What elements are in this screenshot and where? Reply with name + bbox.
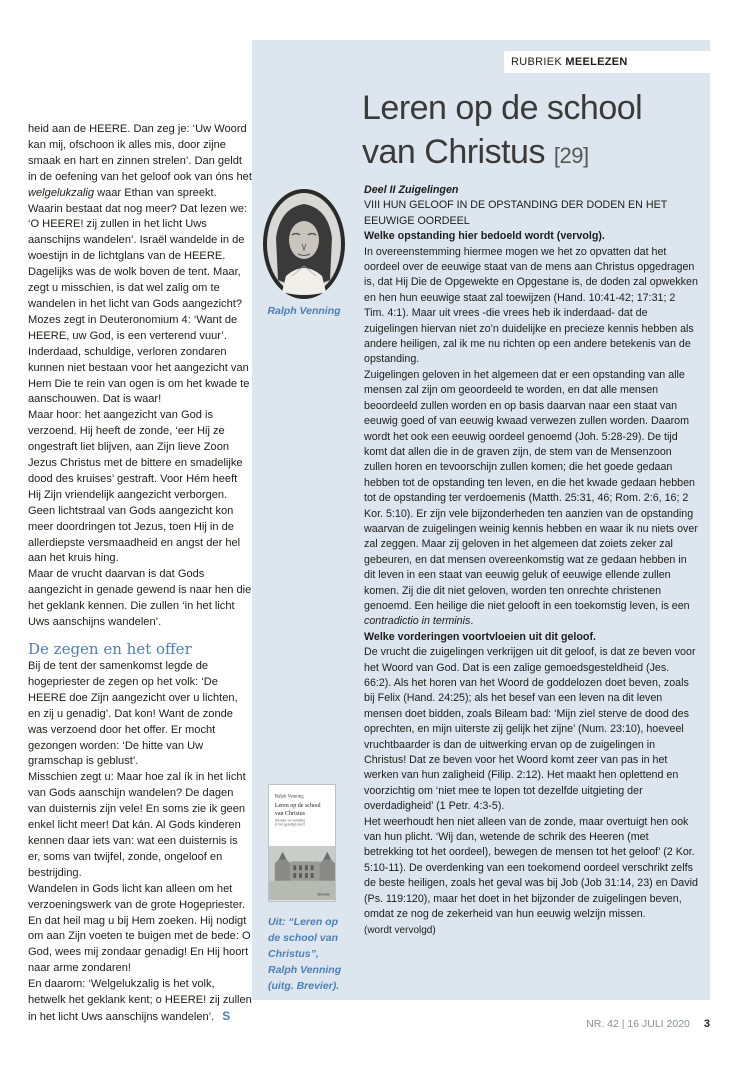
paragraph: Inderdaad, schuldige, verloren zondaren kunnen niet bestaan voor het aangezicht van Hem Die te rein van ogen is om het kwade te aanschouwen. Dat is waar! [28,345,250,406]
chapter-heading: VIII HUN GELOOF IN DE OPSTANDING DER DODEN EN HET EEUWIGE OORDEEL [364,199,668,227]
right-column [364,183,698,938]
article-title: Leren op de school van Christus [29] [362,89,643,171]
paragraph: Maar hoor: het aangezicht van God is verzoend. Hij heeft de zonde, ‘eer Hij ze ongestraft liet blijven, aan Zijn lieve Zoon Jezus Christus met de bittere en smadelijke dood des kruises’ gestraft. Voor Hém heeft Hij Zijn vriendelijk aangezicht verborgen. Geen lichtstraal van Gods aangezicht kon meer doordringen tot Jezus, toen Hij in de allerdiepste versmaadheid en angst der hel aan het kruis hing. [28,409,243,565]
portrait-image [262,188,346,300]
page-number: 3 [703,1018,710,1030]
paragraph: De vrucht die zuigelingen verkrijgen uit dit geloof, is dat ze beven voor het Woord van God. Dat is een zalige gemoedsgesteldheid (Jes. 66:2). Als het horen van het Woord de goddelozen doet beven, zoals bij Felix (Hand. 24:25); als het besef van een leven na dit leven mensen doet bidden, zoals Bileam bad: ‘Mijn ziel sterve de dood des oprechten, en mijn uiterste zij gelijk het zijne’ (Num. 23:10), hoeveel vruchtbaarder is dan de uitwerking ervan op de zuigelingen in Christus! Dat ze beven voor het Woord komt zeer van pas in het werken van hun zaligheid (Filip. 2:12). Het maakt hen oplettend en voorzichtig om ‘niet mee te lopen tot dezelfde uitgieting der overdadigheid’ (1 Petr. 4:3-5). [364,646,696,813]
paragraph: heid aan de HEERE. Dan zeg je: ‘Uw Woord kan mij, ofschoon ik alles mis, door zijne smaak en hart en zinnen strelen’. Dan geldt in de oefening van het geloof ook van óns het welgelukzalig waar Ethan van spreekt. Waarin bestaat dat nog meer? Dat lezen we: ‘O HEERE! zij zullen in het licht Uws aanschijns wandelen’. Israël wandelde in de woestijn in de lichtglans van de HEERE. Dagelijks was de wolk boven de tent. Maar, zegt u misschien, is dat wel zalig om te wandelen in het licht van Gods aangezicht? Mozes zegt in Deuteronomium 4: ‘Want de HEERE, uw God, is een verterend vuur’. [28,123,252,342]
left-column [28,122,252,1026]
book-cover-image [268,784,336,902]
section-heading: De zegen en het offer [28,640,192,658]
issue-info: NR. 42 | 16 JULI 2020 [586,1018,690,1030]
continued-note: (wordt vervolgd) [364,924,436,936]
paragraph: Bij de tent der samenkomst legde de hogepriester de zegen op het volk: ‘De HEERE doe Zijn aangezicht over u lichten, en zij u genadig’. Dat kon! Want de zonde was verzoend door het offer. Er mocht gezongen worden: ‘De hitte van Uw gramschap is geblust’. [28,660,238,768]
paragraph: Misschien zegt u: Maar hoe zal ík in het licht van Gods aanschijn wandelen? De dagen van duisternis zijn vele! En soms zie ik geen enkel licht meer! Dat kán. Al Gods kinderen kennen daar iets van: wat een duisternis is er, soms van twijfel, zonde, ongeloof en bestrijding. [28,771,246,879]
svg-text:van Christus: van Christus [274,810,305,817]
book-author: Ralph Venning [274,794,304,800]
book-caption: Uit: “Leren op de school van Christus”, Ralph Venning (uitg. Brevier). [268,916,342,992]
portrait-caption: Ralph Venning [267,305,341,317]
part-label: Deel II Zuigelingen [364,184,459,196]
subheading: Welke opstanding hier bedoeld wordt (vervolg). [364,230,605,243]
subheading: Welke vorderingen voortvloeien uit dit geloof. [364,630,596,643]
paragraph: En daarom: ‘Welgelukzalig is het volk, hetwelk het geklank kent; o HEERE! zij zullen in het licht Uws aanschijns wandelen’. S [28,978,252,1023]
paragraph: Maar de vrucht daarvan is dat Gods aangezicht in genade gewend is naar hen die het geklank kennen. Die zullen ‘in het licht Uws aanschijns wandelen’. [28,568,252,629]
svg-text:Leren op de school: Leren op de school [274,803,321,810]
book-publisher: Brevier [317,891,330,897]
svg-text:Stenden en vertaling: Stenden en vertaling [274,818,306,823]
paragraph: Wandelen in Gods licht kan alleen om het verzoeningswerk van de grote Hogepriester. En dat heil mag u bij Hem zoeken. Hij nodigt om aan Zijn voeten te buigen met de bede: O God, wees mij zondaar genadig! En Hij hoort naar arme zondaren! [28,882,251,975]
page-footer [586,1018,710,1030]
paragraph: In overeenstemming hiermee mogen we het zo opvatten dat het oordeel over de eeuwige staat van de mens aan Christus opgedragen is, dat Hij Die de Opgewekte en Opgestane is, de doden zal opwekken en hen hun eeuwige staat zal toewijzen (Hand. 10:41-42; 17:31; 2 Tim. 4:1). Maar uit vrees -die vrees heb ik inderdaad- dat de zuigelingen hiervan niet zo’n duidelijke en precieze kennis hebben als andere heiligen, zal ik me nu richten op een andere betekenis van de opstanding. [364,245,698,366]
paragraph: Het weerhoudt hen niet alleen van de zonde, maar overtuigt hen ook van hun plicht. ‘Wij dan, wetende de schrik des Heeren (met betrekking tot het oordeel), bewegen de mensen tot het geloof’ (2 Kor. 5:10-11). De overdenking van een toekomend oordeel verschrikt zelfs de beste heiligen, zoals het geval was bij Job (Job 31:14, 23) en David (Ps. 119:120), maar het doet in het bijzonder de zuigelingen beven, omdat ze nog de zekerheid van hun eeuwig welzijn missen. [364,815,698,921]
svg-text:in het gezelligh leest: in het gezelligh leest [274,822,305,827]
end-mark-icon: S [222,1008,231,1023]
paragraph: Zuigelingen geloven in het algemeen dat er een opstanding van alle mensen zal zijn om geoordeeld te worden, en dat alle mensen beoordeeld zullen worden en op basis daarvan naar een staat van eeuwig goed of van eeuwig kwaad verwezen zullen worden. Daarom wordt het ook een eeuwig oordeel genoemd (Joh. 5:28-29). De tijd komt dat allen die in de graven zijn, de stem van de Mensenzoon zullen horen en tevoorschijn zullen komen; die het goede gedaan hebben tot de opstanding ten leven, en die het kwade gedaan hebben tot de opstanding ter verdoemenis (Matth. 25:31, 46; Rom. 2:6, 16; 2 Kor. 5:10). Er zijn vele bijzonderheden ten aanzien van de opstanding waarvan de zuigelingen weinig kennis hebben en waar ik nu niets over zal zeggen. Maar zij geloven in het algemeen dat zoiets zeker zal gebeuren, en dat mensen overeenkomstig wat ze gedaan hebben in dit leven in een staat van eeuwig geluk of eeuwige ellende zullen komen. Zij die dit niet geloven, worden ten onrechte christenen genoemd. Een heilige die niet gelooft in een toekomstig leven, is een contradictio in terminis. [364,368,698,628]
rubriek-label: RUBRIEK MEELEZEN [504,51,710,73]
